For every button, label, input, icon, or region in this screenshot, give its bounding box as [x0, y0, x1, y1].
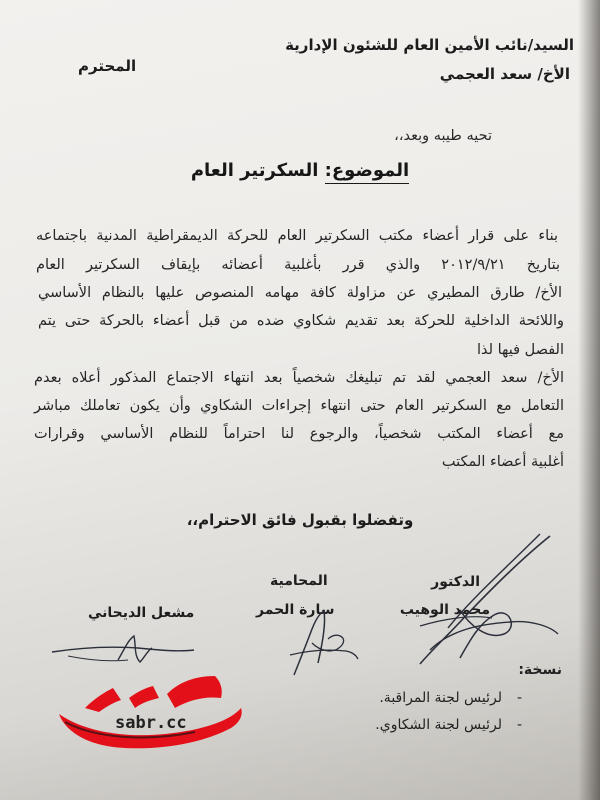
sabr-watermark-logo — [55, 668, 245, 758]
copies-label: نسخة: — [518, 662, 562, 678]
copies-item-2: لرئيس لجنة الشكاوي. — [375, 717, 502, 733]
paragraph-1-line-3: الأخ/ طارق المطيري عن مزاولة كافة مهامه المنصوص عليها بالنظام الأساسي — [38, 285, 562, 301]
greeting: تحيه طيبه وبعد،، — [394, 128, 492, 144]
recipient-name: الأخ/ سعد العجمي — [439, 65, 570, 83]
paragraph-2-line-1: الأخ/ سعد العجمي لقد تم تبليغك شخصياً بعد انتهاء الاجتماع المذكور أعلاه بعدم — [34, 370, 564, 386]
copies-bullet-2: - — [516, 717, 522, 733]
copies-bullet-1: - — [516, 690, 522, 706]
signatory-3-name: مشعل الديحاني — [88, 605, 195, 621]
copies-item-1: لرئيس لجنة المراقبة. — [379, 690, 502, 706]
signatory-1-name: محمد الوهيب — [399, 602, 490, 618]
paragraph-1-line-5: الفصل فيها لذا — [476, 342, 564, 358]
signature-1-scribble — [400, 530, 560, 670]
signature-2-scribble — [282, 605, 362, 680]
paragraph-2-line-2: التعامل مع السكرتير العام حتى انتهاء إجراءات الشكاوي وأن يكون تعاملك مباشر — [34, 398, 564, 414]
closing-line: وتفضلوا بقبول فائق الاحترام،، — [186, 511, 414, 529]
page-edge-shadow — [578, 0, 600, 800]
paragraph-2-line-3: مع أعضاء المكتب شخصياً، والرجوع لنا احتراماً للنظام الأساسي وقرارات — [34, 426, 564, 442]
signature-3-scribble — [48, 630, 198, 670]
paragraph-1-line-2: بتاريخ ٢٠١٢/٩/٢١ والذي قرر بأغلبية أعضائه بإيقاف السكرتير العام — [36, 257, 560, 273]
subject-text: السكرتير العام — [190, 160, 319, 181]
signatory-2-title: المحامية — [270, 573, 328, 589]
honorific: المحترم — [78, 57, 137, 75]
signatory-2-name: سارة الحمر — [256, 602, 335, 618]
paragraph-1-line-1: بناء على قرار أعضاء مكتب السكرتير العام للحركة الديمقراطية المدنية باجتماعه — [36, 228, 558, 244]
subject-line — [0, 160, 600, 181]
subject-label: الموضوع: — [325, 160, 409, 184]
paragraph-2-line-4: أغلبية أعضاء المكتب — [441, 454, 564, 470]
recipient-title: السيد/نائب الأمين العام للشئون الإدارية — [285, 36, 574, 54]
paragraph-1-line-4: واللائحة الداخلية للحركة بعد تقديم شكاوي ضده من قبل أعضاء بالحركة حتى يتم — [38, 313, 564, 329]
watermark-text: sabr.cc — [115, 713, 187, 733]
signatory-1-title: الدكتور — [431, 574, 480, 590]
